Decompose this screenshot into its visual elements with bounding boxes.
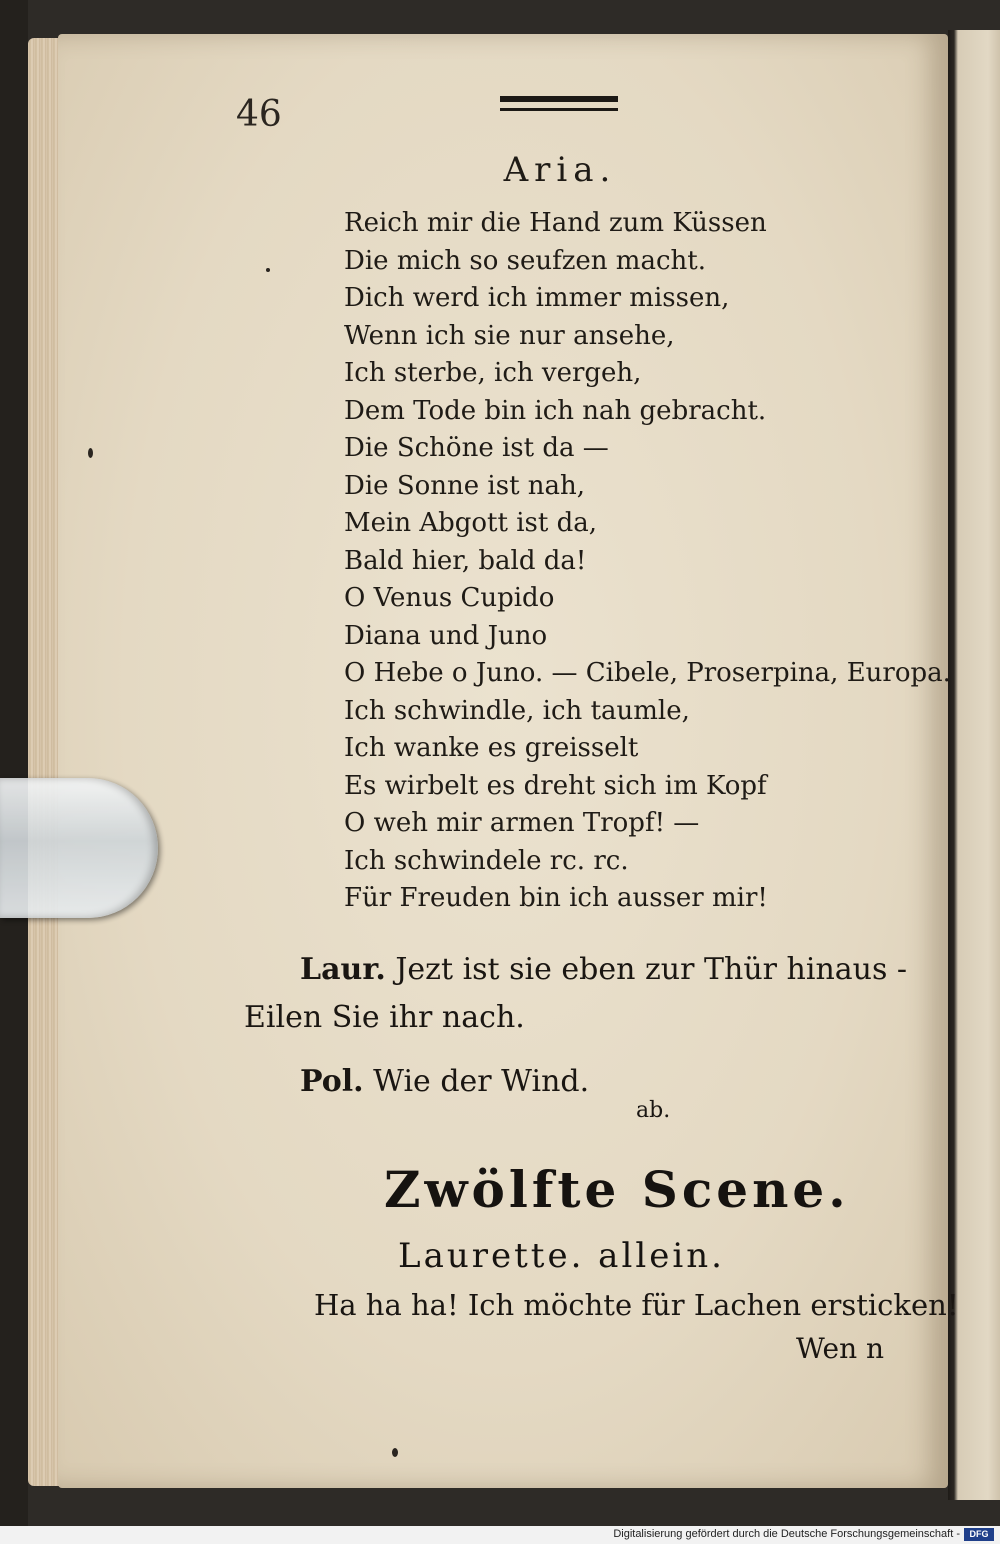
- ink-speck: [266, 268, 270, 272]
- footer-credit: Digitalisierung gefördert durch die Deutsche Forschungsgemeinschaft -: [613, 1528, 960, 1540]
- pol-dialogue-line: [300, 1064, 589, 1099]
- ink-speck: [392, 1448, 398, 1457]
- aria-heading: Aria.: [503, 150, 617, 190]
- scene-title: Zwölfte Scene.: [384, 1160, 850, 1219]
- page-number: 46: [236, 94, 282, 135]
- verse-line: Für Freuden bin ich ausser mir!: [344, 883, 768, 913]
- verse-line: Reich mir die Hand zum Küssen: [344, 208, 767, 238]
- scanner-border: [0, 0, 28, 1526]
- laur-dialogue-line-1: [300, 952, 907, 987]
- facing-page-edge: [948, 30, 1000, 1500]
- verse-line: O Venus Cupido: [344, 583, 555, 613]
- verse-line: Mein Abgott ist da,: [344, 508, 597, 538]
- verse-line: Wenn ich sie nur ansehe,: [344, 320, 675, 351]
- verse-line: Die Sonne ist nah,: [344, 470, 586, 501]
- verse-line: Es wirbelt es dreht sich im Kopf: [344, 770, 767, 801]
- verse-line: Dich werd ich immer missen,: [344, 283, 730, 313]
- footer-bar: [0, 1526, 1000, 1544]
- speaker-pol: Pol.: [300, 1064, 364, 1099]
- pol-text: Wie der Wind.: [373, 1064, 590, 1099]
- stage-direction: ab.: [636, 1098, 671, 1123]
- verse-line: Ich schwindele rc. rc.: [344, 845, 629, 876]
- verse-line: Bald hier, bald da!: [344, 545, 587, 576]
- verse-line: Ich wanke es greisselt: [344, 733, 639, 763]
- verse-line: Ich schwindle, ich taumle,: [344, 695, 690, 726]
- verse-line: O Hebe o Juno. — Cibele, Proserpina, Europa.: [344, 658, 951, 688]
- plastic-page-clip: [0, 778, 158, 918]
- scene-subtitle: Laurette. allein.: [398, 1236, 725, 1276]
- laur-dialogue-line-2: Eilen Sie ihr nach.: [244, 1000, 525, 1035]
- verse-line: Diana und Juno: [344, 620, 548, 651]
- dfg-logo: DFG: [964, 1528, 994, 1541]
- catchword: Wen n: [796, 1332, 885, 1365]
- laur-text-1: Jezt ist sie eben zur Thür hinaus -: [395, 952, 908, 987]
- ornament-rule-thin: [500, 108, 618, 111]
- laurette-line: Ha ha ha! Ich möchte für Lachen ersticken!: [314, 1288, 959, 1322]
- verse-line: Ich sterbe, ich vergeh,: [344, 358, 642, 388]
- ornament-rule-thick: [500, 96, 618, 102]
- verse-line: Dem Tode bin ich nah gebracht.: [344, 395, 767, 426]
- aria-verse: [344, 208, 951, 921]
- verse-line: Die mich so seufzen macht.: [344, 245, 706, 276]
- verse-line: O weh mir armen Tropf! —: [344, 808, 700, 838]
- speaker-laur: Laur.: [300, 952, 386, 987]
- ink-speck: [88, 448, 93, 458]
- verse-line: Die Schöne ist da —: [344, 433, 609, 463]
